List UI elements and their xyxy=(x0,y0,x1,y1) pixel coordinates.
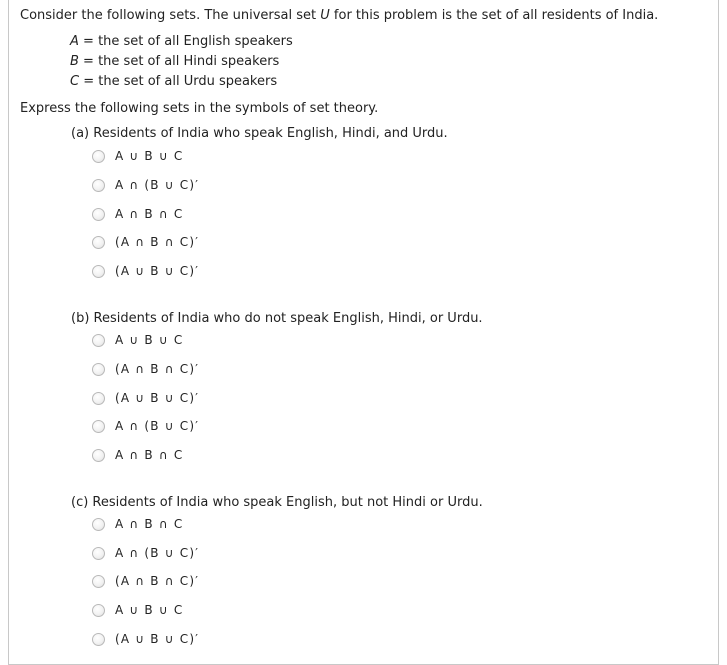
question-b-option-3[interactable] xyxy=(92,390,199,406)
question-b-option-5[interactable] xyxy=(92,447,183,463)
option-label: A ∪ B ∪ C xyxy=(115,333,184,347)
radio-button[interactable] xyxy=(92,236,105,249)
question-c-option-2[interactable] xyxy=(92,545,199,561)
question-a-prompt: (a) Residents of India who speak English, Hindi, and Urdu. xyxy=(71,126,448,141)
question-a-option-1[interactable] xyxy=(92,148,183,164)
definition-text: = the set of all Urdu speakers xyxy=(79,74,278,89)
question-c-prompt: (c) Residents of India who speak English, but not Hindi or Urdu. xyxy=(71,495,483,510)
set-symbol: B xyxy=(70,54,79,69)
intro-prefix: Consider the following sets. The universal set xyxy=(20,8,321,23)
option-label: A ∩ (B ∪ C)′ xyxy=(115,419,200,433)
option-label: A ∩ B ∩ C xyxy=(115,448,184,462)
radio-button[interactable] xyxy=(92,363,105,376)
radio-button[interactable] xyxy=(92,633,105,646)
question-c-option-4[interactable] xyxy=(92,602,183,618)
radio-button[interactable] xyxy=(92,392,105,405)
definition-text: = the set of all English speakers xyxy=(78,34,293,49)
radio-button[interactable] xyxy=(92,518,105,531)
option-label: A ∩ (B ∪ C)′ xyxy=(115,546,200,560)
option-label: (A ∩ B ∩ C)′ xyxy=(115,235,200,249)
radio-button[interactable] xyxy=(92,449,105,462)
question-a-option-5[interactable] xyxy=(92,263,199,279)
question-a-option-3[interactable] xyxy=(92,206,183,222)
question-a-option-2[interactable] xyxy=(92,177,199,193)
set-symbol: A xyxy=(70,34,79,49)
option-label: A ∪ B ∪ C xyxy=(115,603,184,617)
option-label: (A ∪ B ∪ C)′ xyxy=(115,632,200,646)
definition-c xyxy=(70,74,277,89)
option-label: A ∩ B ∩ C xyxy=(115,207,184,221)
question-c-option-3[interactable] xyxy=(92,573,199,589)
radio-button[interactable] xyxy=(92,179,105,192)
radio-button[interactable] xyxy=(92,334,105,347)
definition-b xyxy=(70,54,279,69)
option-label: (A ∩ B ∩ C)′ xyxy=(115,574,200,588)
question-c-option-1[interactable] xyxy=(92,516,183,532)
question-b-prompt: (b) Residents of India who do not speak English, Hindi, or Urdu. xyxy=(71,311,483,326)
definition-a xyxy=(70,34,293,49)
instruction-text: Express the following sets in the symbols of set theory. xyxy=(20,101,379,116)
option-label: A ∩ (B ∪ C)′ xyxy=(115,178,200,192)
question-b-option-4[interactable] xyxy=(92,418,199,434)
option-label: (A ∪ B ∪ C)′ xyxy=(115,264,200,278)
radio-button[interactable] xyxy=(92,547,105,560)
radio-button[interactable] xyxy=(92,208,105,221)
question-c-option-5[interactable] xyxy=(92,631,199,647)
radio-button[interactable] xyxy=(92,420,105,433)
radio-button[interactable] xyxy=(92,604,105,617)
universal-set-symbol: U xyxy=(320,8,330,23)
option-label: (A ∩ B ∩ C)′ xyxy=(115,362,200,376)
definition-text: = the set of all Hindi speakers xyxy=(78,54,280,69)
intro-text xyxy=(20,8,658,23)
radio-button[interactable] xyxy=(92,150,105,163)
option-label: A ∪ B ∪ C xyxy=(115,149,184,163)
radio-button[interactable] xyxy=(92,265,105,278)
set-symbol: C xyxy=(70,74,80,89)
radio-button[interactable] xyxy=(92,575,105,588)
question-a-option-4[interactable] xyxy=(92,234,199,250)
option-label: A ∩ B ∩ C xyxy=(115,517,184,531)
question-b-option-2[interactable] xyxy=(92,361,199,377)
intro-suffix: for this problem is the set of all residents of India. xyxy=(329,8,659,23)
option-label: (A ∪ B ∪ C)′ xyxy=(115,391,200,405)
question-b-option-1[interactable] xyxy=(92,332,183,348)
